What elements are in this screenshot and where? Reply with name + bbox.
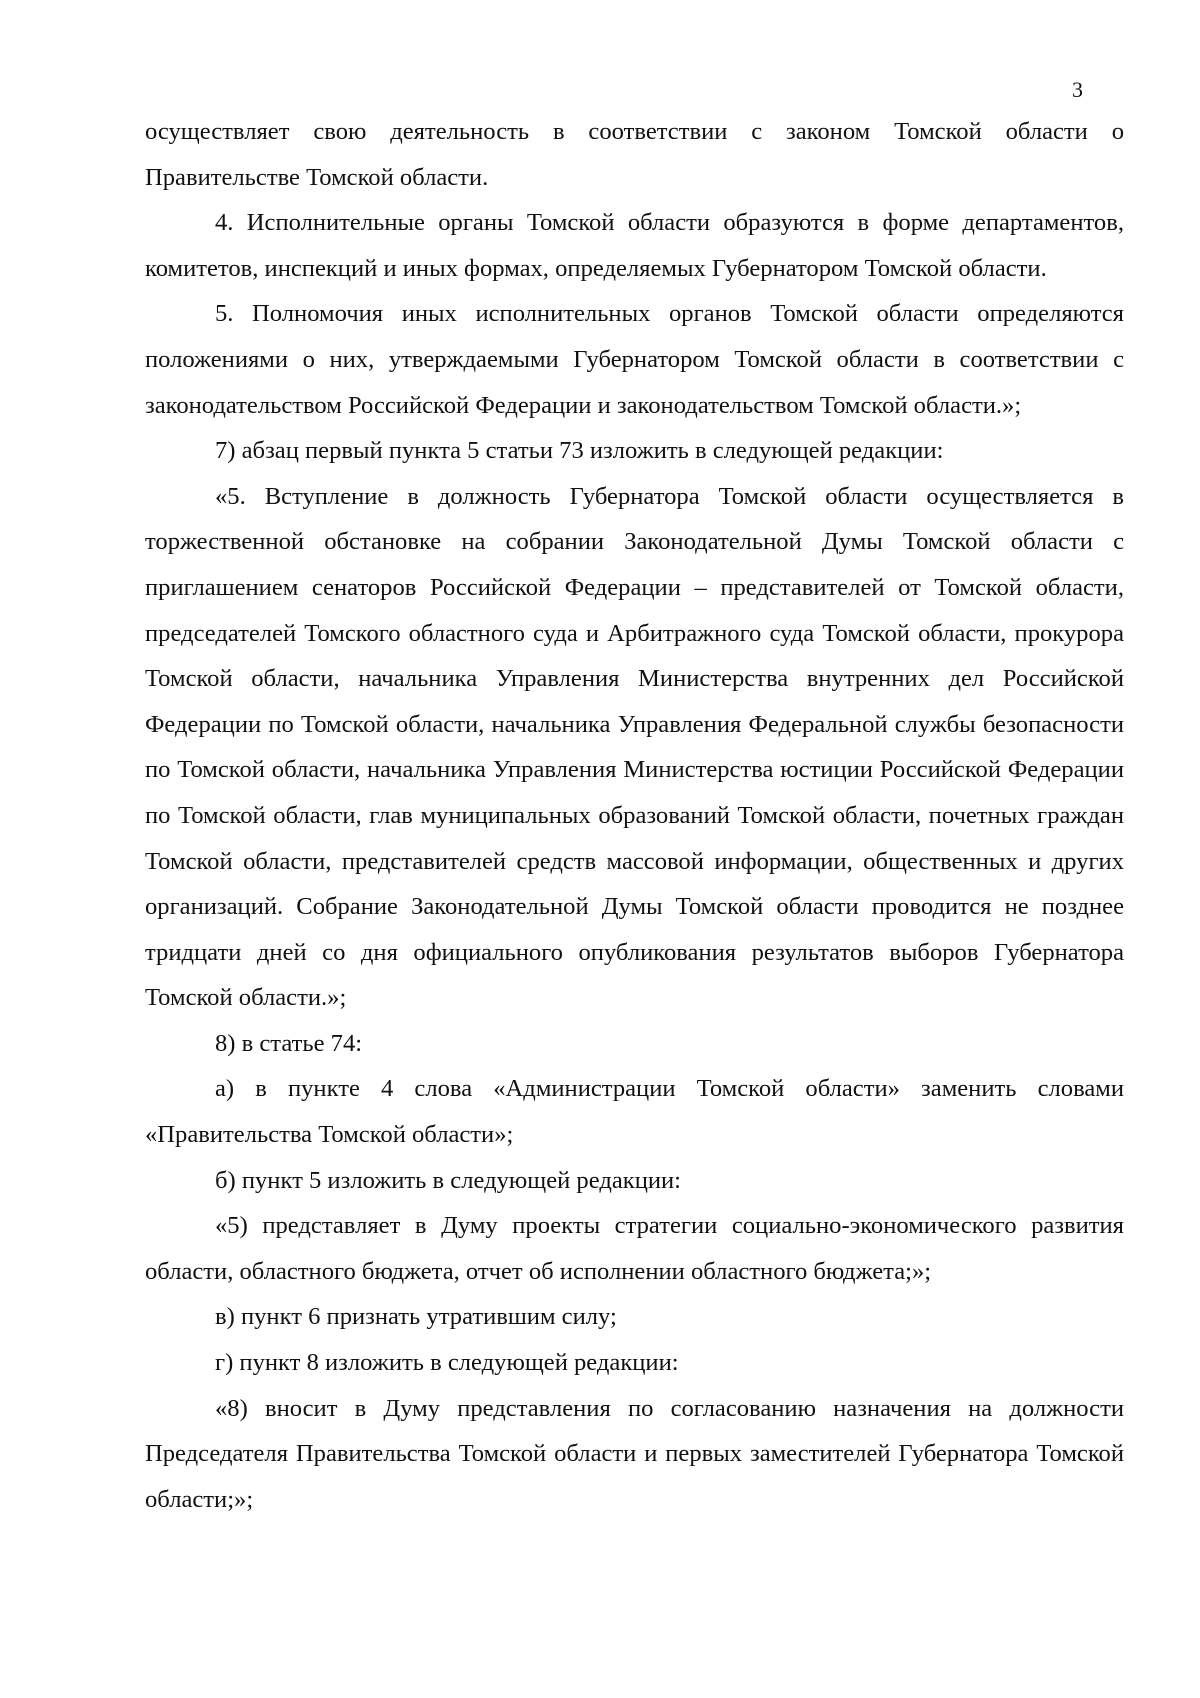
paragraph-item-7: 7) абзац первый пункта 5 статьи 73 изложить в следующей редакции: (215, 437, 944, 465)
paragraph-article-73-text: «5. Вступление в должность Губернатора Томской области осуществляется в торжественной обстановке на собрании Законодательной Думы Томской области с приглашением сенаторов Российской Федерации – представителей от Томской области, председателей Томского областного суда и Арбитражного суда Томской области, прокурора Томской области, начальника Управления Министерства внутренних дел Российской Федерации по Томской области, начальника Управления Федеральной службы безопасности по Томской области, начальника Управления Министерства юстиции Российской Федерации по Томской области, глав муниципальных образований Томской области, почетных граждан Томской области, представителей средств массовой информации, общественных и других организаций. Собрание Законодательной Думы Томской области проводится не позднее тридцати дней со дня официального опубликования результатов выборов Губернатора Томской области.»; (145, 482, 1124, 1012)
paragraph-subitem-b: б) пункт 5 изложить в следующей редакции: (215, 1166, 682, 1194)
paragraph-point-5-text: «5) представляет в Думу проекты стратегии социально-экономического развития области, областного бюджета, отчет об исполнении областного бюджета;»; (145, 1212, 1124, 1285)
paragraph-point-8-text: «8) вносит в Думу представления по согласованию назначения на должности Председателя Правительства Томской области и первых заместителей Губернатора Томской области;»; (145, 1394, 1124, 1513)
document-body (145, 109, 1124, 1522)
paragraph-item-5: 5. Полномочия иных исполнительных органов Томской области определяются положениями о них, утверждаемыми Губернатором Томской области в соответствии с законодательством Российской Федерации и законодательством Томской области.»; (145, 300, 1124, 419)
paragraph-subitem-g: г) пункт 8 изложить в следующей редакции: (215, 1349, 679, 1377)
paragraph-continuation: осуществляет свою деятельность в соответствии с законом Томской области о Правительстве Томской области. (145, 118, 1124, 191)
page-number: 3 (1072, 77, 1083, 102)
paragraph-subitem-a: а) в пункте 4 слова «Администрации Томской области» заменить словами «Правительства Томской области»; (145, 1075, 1124, 1149)
paragraph-item-4: 4. Исполнительные органы Томской области образуются в форме департаментов, комитетов, инспекций и иных формах, определяемых Губернатором Томской области. (145, 209, 1124, 282)
paragraph-item-8: 8) в статье 74: (215, 1029, 363, 1057)
paragraph-subitem-v: в) пункт 6 признать утратившим силу; (215, 1303, 617, 1331)
